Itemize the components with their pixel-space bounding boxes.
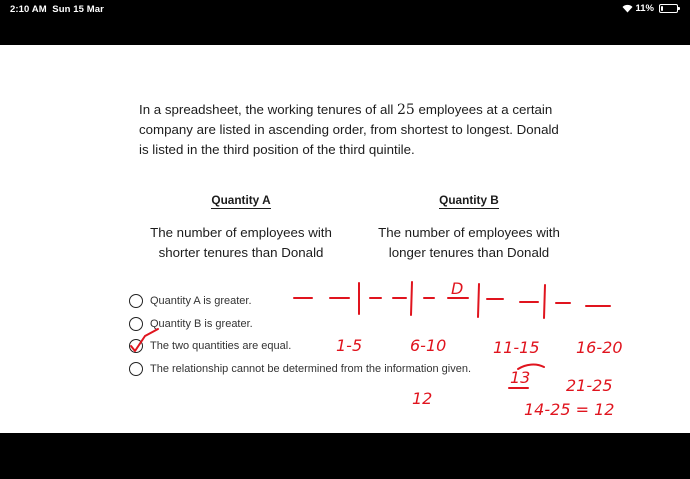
range-label: 16-20 bbox=[576, 338, 623, 357]
quantity-a-text: The number of employees with shorter tenures than Donald bbox=[150, 225, 332, 260]
choice-label: The relationship cannot be determined from the information given. bbox=[150, 363, 472, 375]
battery-icon bbox=[659, 4, 678, 13]
choice-label: The two quantities are equal. bbox=[150, 340, 292, 352]
quantity-a-heading: Quantity A bbox=[211, 193, 271, 207]
battery-percent: 11% bbox=[635, 3, 654, 14]
range-label: 6-10 bbox=[410, 336, 447, 355]
bottom-bar bbox=[0, 433, 690, 479]
question-page bbox=[0, 45, 690, 433]
status-indicators bbox=[622, 3, 679, 14]
range-label: 1-5 bbox=[336, 336, 363, 355]
handwritten-annotations bbox=[0, 45, 690, 433]
status-time: 2:10 AM Sun 15 Mar bbox=[10, 4, 104, 15]
divider-mark bbox=[411, 282, 412, 315]
status-bar bbox=[0, 0, 690, 45]
status-date: Sun 15 Mar bbox=[52, 4, 104, 15]
count-before-label: 12 bbox=[412, 389, 433, 408]
employee-count: 25 bbox=[396, 102, 415, 118]
choice-label: Quantity A is greater. bbox=[150, 295, 252, 307]
range-label: 11-15 bbox=[493, 338, 540, 357]
divider-mark bbox=[544, 285, 545, 318]
wifi-icon bbox=[622, 4, 633, 13]
quantity-b-text: The number of employees with longer tenures than Donald bbox=[378, 225, 560, 260]
question-text: In a spreadsheet, the working tenures of all 25 employees at a certain company are listed in ascending order, from shortest to longest. Donald is listed in the third position of the third quintile. bbox=[139, 102, 559, 157]
donald-mark: D bbox=[451, 279, 464, 298]
quantity-b-heading: Quantity B bbox=[439, 193, 499, 207]
divider-mark bbox=[478, 284, 479, 317]
count-after-label: 14-25 = 12 bbox=[524, 400, 615, 419]
position-label: 13 bbox=[510, 368, 531, 387]
range-label: 21-25 bbox=[566, 376, 613, 395]
checkmark-icon bbox=[131, 329, 158, 351]
choice-label: Quantity B is greater. bbox=[150, 318, 253, 330]
